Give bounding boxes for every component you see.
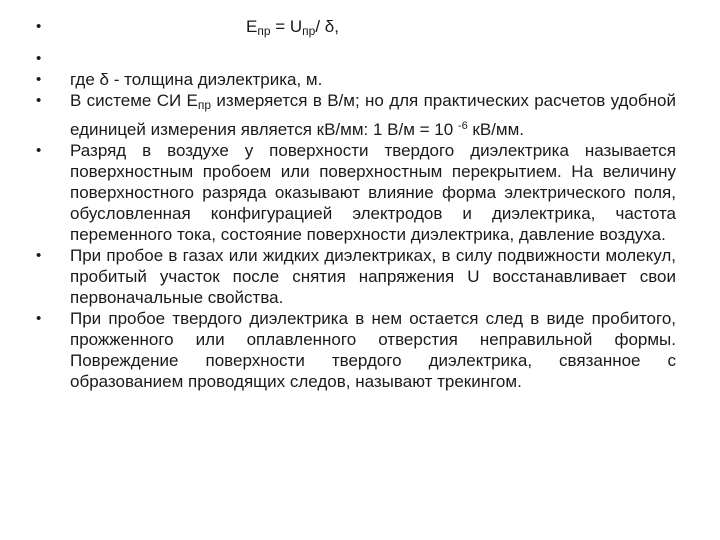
bullet-item-surface-discharge <box>36 140 676 245</box>
formula-rhs-tail: / δ, <box>315 17 339 36</box>
bullet-text-post: измеряется в В/м; но для практических расчетов удобной единицей измерения является кВ/мм: 1 В/м = 10 <box>70 91 676 139</box>
formula-rhs-subscript: пр <box>302 24 316 38</box>
bullet-dot-icon: • <box>36 247 42 264</box>
bullet-item-formula <box>36 16 676 42</box>
bullet-text: где δ - толщина диэлектрика, м. <box>70 70 323 89</box>
bullet-text: При пробое твердого диэлектрика в нем остается след в виде пробитого, прожженного или оплавленного отверстия неправильной формы. Повреждение поверхности твердого диэлектрика, связанное с образованием проводящих следов, называют трекингом. <box>70 309 676 391</box>
bullet-item-thickness <box>36 69 676 90</box>
bullet-dot-icon: • <box>36 18 42 35</box>
breakdown-field-formula <box>246 16 339 42</box>
bullet-text-subscript: пр <box>197 98 212 112</box>
bullet-dot-icon: • <box>36 142 42 159</box>
bullet-dot-icon: • <box>36 71 42 88</box>
bullet-text-end: кВ/мм. <box>467 120 525 139</box>
bullet-item-si-units <box>36 90 676 140</box>
bullet-dot-icon: • <box>36 50 42 67</box>
bullet-dot-icon: • <box>36 310 42 327</box>
formula-lhs-subscript: пр <box>257 24 271 38</box>
bullet-text: Разряд в воздухе у поверхности твердого диэлектрика называется поверхностным пробоем или поверхностным перекрытием. На величину поверхностного разряда оказывают влияние форма электрического поля, обусловленная конфигурацией электродов и диэлектрика, частота переменного тока, состояние поверхности диэлектрика, давление воздуха. <box>70 141 676 244</box>
bullet-item-empty <box>36 48 676 69</box>
bullet-item-solid-tracking <box>36 308 676 392</box>
bullet-text-pre: В системе СИ Е <box>70 91 198 110</box>
bullet-item-gas-liquid <box>36 245 676 308</box>
bullet-dot-icon: • <box>36 92 42 109</box>
bullet-text-superscript: -6 <box>457 120 468 132</box>
bullet-list <box>36 16 676 392</box>
formula-equals: = U <box>270 17 303 36</box>
bullet-text: При пробое в газах или жидких диэлектриках, в силу подвижности молекул, пробитый участок после снятия напряжения U восстанавливает свои первоначальные свойства. <box>70 246 676 307</box>
formula-lhs: E <box>246 17 258 36</box>
